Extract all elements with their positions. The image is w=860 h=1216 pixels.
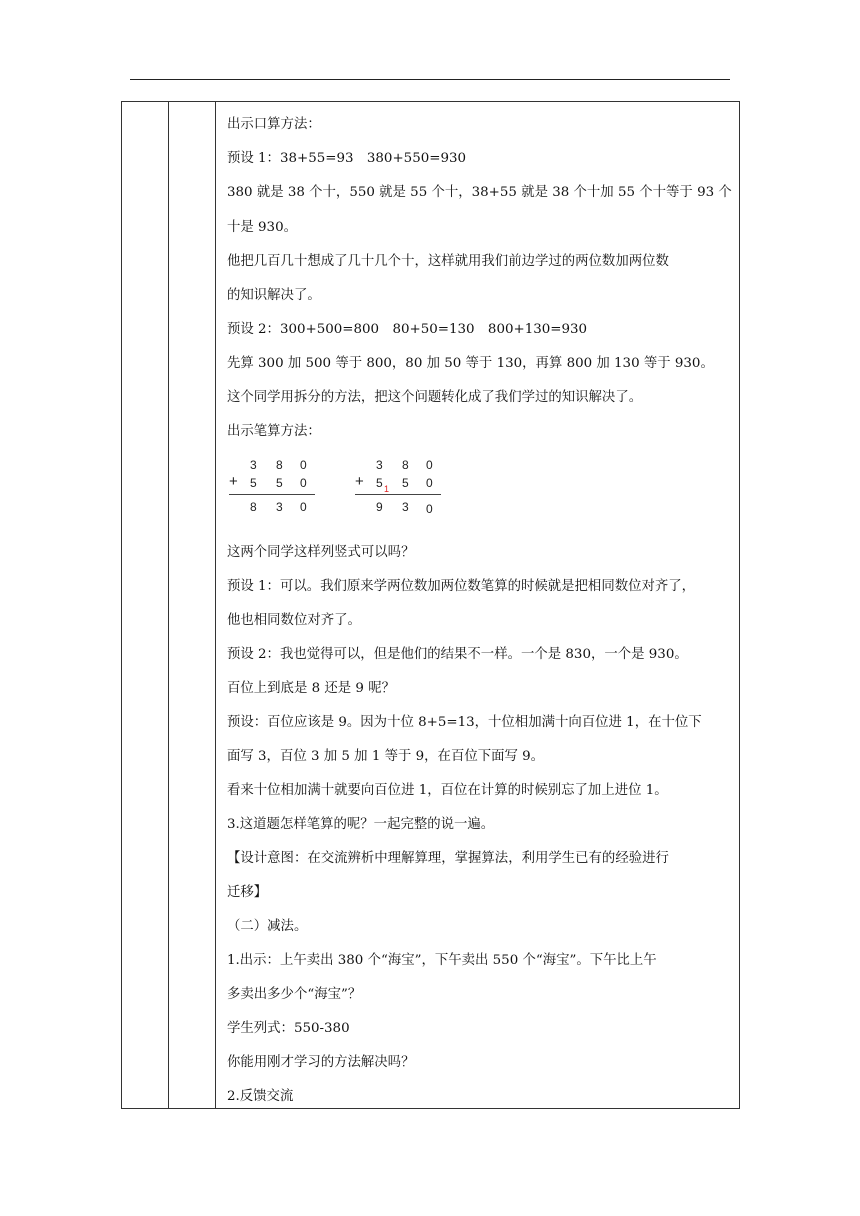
digit: 0 — [426, 502, 433, 516]
text-line: 这两个同学这样列竖式可以吗？ — [227, 545, 415, 560]
text-line: 的知识解决了。 — [227, 288, 321, 303]
digit: 5 — [376, 476, 383, 490]
plus-sign: + — [229, 473, 238, 490]
digit: 0 — [300, 476, 307, 490]
digit: 8 — [250, 500, 257, 514]
text-line: 预设 1：可以。我们原来学两位数加两位数笔算的时候就是把相同数位对齐了， — [227, 579, 696, 594]
text-line: 十是 930。 — [227, 220, 297, 235]
text-line: 多卖出多少个“海宝”？ — [227, 987, 362, 1002]
text-line: 学生列式：550-380 — [227, 1021, 350, 1036]
digit: 9 — [376, 500, 383, 514]
digit: 5 — [402, 476, 409, 490]
text-line: 380 就是 38 个十，550 就是 55 个十，38+55 就是 38 个十加 55 个十等于 93 个 — [227, 185, 732, 200]
text-line: 这个同学用拆分的方法，把这个问题转化成了我们学过的知识解决了。 — [227, 390, 643, 405]
table-column-divider — [215, 102, 216, 1108]
digit: 0 — [426, 458, 433, 472]
text-line: 预设 2：300+500=800 80+50=130 800+130=930 — [227, 322, 588, 337]
text-line: 2.反馈交流 — [227, 1089, 294, 1104]
text-line: 看来十位相加满十就要向百位进 1，百位在计算的时候别忘了加上进位 1。 — [227, 783, 668, 798]
carry-digit: 1 — [384, 484, 390, 494]
text-line: 预设 2：我也觉得可以，但是他们的结果不一样。一个是 830，一个是 930。 — [227, 647, 688, 662]
vertical-addition-1 — [229, 458, 319, 518]
plus-sign: + — [355, 473, 364, 490]
text-line: 他也相同数位对齐了。 — [227, 613, 361, 628]
text-line: 出示口算方法： — [227, 117, 321, 132]
digit: 8 — [402, 458, 409, 472]
text-line: 迁移】 — [227, 885, 268, 900]
header-rule — [130, 79, 730, 80]
sum-rule — [355, 494, 441, 495]
text-line: 出示笔算方法： — [227, 424, 321, 439]
digit: 0 — [426, 476, 433, 490]
digit: 3 — [250, 458, 257, 472]
vertical-addition-2 — [355, 458, 445, 520]
text-line: 【设计意图：在交流辨析中理解算理，掌握算法，利用学生已有的经验进行 — [227, 851, 669, 866]
text-line: 1.出示：上午卖出 380 个“海宝”，下午卖出 550 个“海宝”。下午比上午 — [227, 953, 657, 968]
digit: 0 — [300, 458, 307, 472]
text-line: （二）减法。 — [227, 919, 308, 934]
digit: 3 — [376, 458, 383, 472]
text-line: 百位上到底是 8 还是 9 呢？ — [227, 681, 395, 696]
digit: 5 — [250, 476, 257, 490]
text-line: 3.这道题怎样笔算的呢？一起完整的说一遍。 — [227, 817, 495, 832]
text-line: 先算 300 加 500 等于 800，80 加 50 等于 130，再算 800 加 130 等于 930。 — [227, 356, 714, 371]
sum-rule — [229, 494, 315, 495]
digit: 3 — [402, 500, 409, 514]
digit: 3 — [276, 500, 283, 514]
text-line: 面写 3，百位 3 加 5 加 1 等于 9，在百位下面写 9。 — [227, 749, 545, 764]
text-line: 你能用刚才学习的方法解决吗？ — [227, 1055, 415, 1070]
digit: 5 — [276, 476, 283, 490]
text-line: 他把几百几十想成了几十几个十，这样就用我们前边学过的两位数加两位数 — [227, 254, 669, 269]
text-line: 预设：百位应该是 9。因为十位 8+5=13，十位相加满十向百位进 1，在十位下 — [227, 715, 702, 730]
text-line: 预设 1：38+55=93 380+550=930 — [227, 151, 467, 166]
digit: 8 — [276, 458, 283, 472]
table-column-divider — [168, 102, 169, 1108]
digit: 0 — [300, 500, 307, 514]
